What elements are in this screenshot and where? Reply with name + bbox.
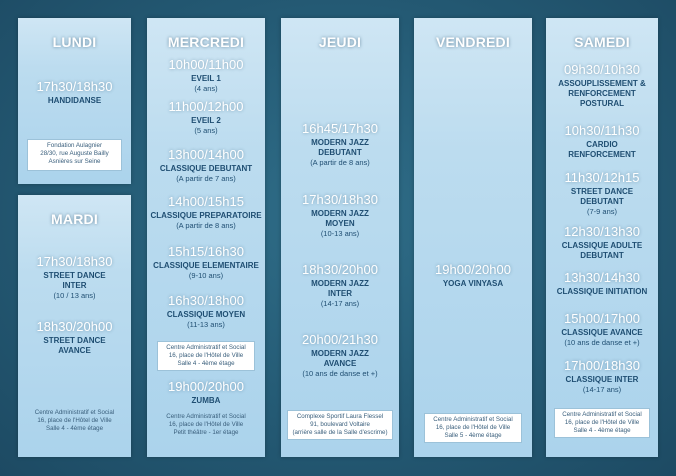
- slot-name: YOGA VINYASA: [442, 279, 504, 288]
- slot-name: HANDIDANSE: [47, 96, 102, 105]
- slot-mercredi-7: [147, 380, 265, 406]
- slot-name: CLASSIQUE DEBUTANT: [159, 164, 253, 173]
- slot-name-line: DEBUTANT: [580, 197, 624, 206]
- slot-detail: (7-9 ans): [586, 207, 617, 216]
- slot-jeudi-2: [281, 193, 399, 239]
- address-box-vendredi: [424, 413, 522, 443]
- slot-jeudi-1: [281, 122, 399, 168]
- slot-name-line: DEBUTANT: [318, 148, 362, 157]
- slot-samedi-2: [546, 124, 658, 160]
- slot-lundi-1: [18, 80, 131, 106]
- address-line: 16, place de l'Hôtel de Ville: [564, 419, 640, 426]
- slot-time: 19h00/20h00: [435, 262, 511, 277]
- address-line: 91, boulevard Voltaire: [310, 421, 370, 428]
- slot-name: CLASSIQUE AVANCE: [561, 328, 643, 337]
- slot-time: 15h00/17h00: [564, 311, 640, 326]
- slot-time: 17h30/18h30: [302, 192, 378, 207]
- slot-name-line: MOYEN: [325, 219, 355, 228]
- slot-detail: (10 / 13 ans): [53, 291, 96, 300]
- slot-mercredi-1: [147, 58, 265, 94]
- slot-name: [546, 79, 658, 109]
- slot-name: [281, 349, 399, 369]
- column-lundi: [18, 18, 131, 184]
- address-line: Centre Administratif et Social: [166, 413, 246, 420]
- address-line: Centre Administratif et Social: [562, 411, 642, 418]
- slot-name: [18, 336, 131, 356]
- address-line: 16, place de l'Hôtel de Ville: [37, 417, 112, 424]
- address-line: Salle 4 - 4ème étage: [45, 425, 104, 432]
- slot-time: 09h30/10h30: [564, 62, 640, 77]
- slot-time: 11h00/12h00: [168, 99, 244, 114]
- slot-jeudi-3: [281, 263, 399, 309]
- slot-name: CLASSIQUE INITIATION: [556, 287, 648, 296]
- slot-time: 13h30/14h30: [564, 270, 640, 285]
- address-line: 16, place de l'Hôtel de Ville: [168, 352, 244, 359]
- slot-samedi-7: [546, 359, 658, 395]
- slot-vendredi-1: [414, 263, 532, 289]
- address-box-mercredi-2: [150, 411, 262, 441]
- slot-time: 16h45/17h30: [302, 121, 378, 136]
- address-line: Fondation Aulagnier: [46, 142, 103, 149]
- day-title-vendredi: VENDREDI: [436, 34, 510, 50]
- address-box-mardi: [20, 407, 129, 439]
- slot-samedi-4: [546, 225, 658, 261]
- slot-mercredi-5: [147, 245, 265, 281]
- slot-detail: (5 ans): [194, 126, 218, 135]
- day-title-jeudi: JEUDI: [318, 34, 362, 50]
- slot-jeudi-4: [281, 333, 399, 379]
- slot-mercredi-4: [147, 195, 265, 231]
- slot-detail: (9-10 ans): [188, 271, 224, 280]
- address-line: Centre Administratif et Social: [34, 409, 115, 416]
- column-vendredi: [414, 18, 532, 457]
- slot-name-line: STREET DANCE: [43, 336, 106, 345]
- address-line: Salle 5 - 4ème étage: [444, 432, 502, 439]
- slot-name: EVEIL 1: [191, 74, 221, 83]
- slot-time: 20h00/21h30: [302, 332, 378, 347]
- slot-detail: (A partir de 8 ans): [310, 158, 370, 167]
- slot-name-line: CLASSIQUE ADULTE: [561, 241, 643, 250]
- address-box-jeudi: [287, 410, 393, 440]
- slot-name: CLASSIQUE PREPARATOIRE: [150, 211, 262, 220]
- slot-name-line: MODERN JAZZ: [311, 138, 369, 147]
- slot-detail: (10-13 ans): [320, 229, 360, 238]
- day-title-mardi: MARDI: [51, 211, 98, 227]
- slot-name: EVEIL 2: [191, 116, 221, 125]
- slot-time: 19h00/20h00: [168, 379, 244, 394]
- slot-name-line: INTER: [62, 281, 87, 290]
- slot-samedi-6: [546, 312, 658, 348]
- slot-name-line: RENFORCEMENT: [568, 89, 636, 98]
- slot-name: CLASSIQUE MOYEN: [166, 310, 246, 319]
- slot-name-line: RENFORCEMENT: [568, 150, 636, 159]
- slot-detail: (A partir de 7 ans): [176, 174, 236, 183]
- address-line: Complexe Sportif Laura Flessel: [296, 413, 384, 420]
- slot-time: 10h00/11h00: [168, 57, 244, 72]
- slot-detail: (11-13 ans): [187, 320, 225, 329]
- slot-name: ZUMBA: [191, 396, 221, 405]
- slot-samedi-1: [546, 63, 658, 109]
- address-line: Centre Administratif et Social: [433, 416, 513, 423]
- slot-detail: (10 ans de danse et +): [564, 338, 640, 347]
- address-line: Centre Administratif et Social: [166, 344, 246, 351]
- slot-detail: (14-17 ans): [320, 299, 360, 308]
- address-line: 16, place de l'Hôtel de Ville: [168, 421, 244, 428]
- slot-name: CLASSIQUE INTER: [565, 375, 639, 384]
- address-box-samedi: [554, 408, 650, 438]
- column-samedi: [546, 18, 658, 457]
- address-line: 28/30, rue Auguste Bailly: [40, 150, 109, 157]
- address-box-lundi: [27, 139, 122, 171]
- slot-name-line: AVANCE: [58, 346, 91, 355]
- slot-name-line: CARDIO: [586, 140, 618, 149]
- slot-time: 16h30/18h00: [168, 293, 244, 308]
- slot-name-line: INTER: [328, 289, 352, 298]
- slot-name-line: DEBUTANT: [580, 251, 624, 260]
- column-jeudi: [281, 18, 399, 457]
- slot-time: 17h30/18h30: [36, 254, 113, 269]
- address-box-mercredi-1: [157, 341, 255, 371]
- slot-mercredi-3: [147, 148, 265, 184]
- slot-name-line: ASSOUPLISSEMENT &: [558, 79, 646, 88]
- day-title-lundi: LUNDI: [52, 34, 97, 50]
- slot-samedi-3: [546, 171, 658, 217]
- slot-name-line: POSTURAL: [580, 99, 624, 108]
- slot-time: 10h30/11h30: [564, 123, 640, 138]
- slot-name-line: STREET DANCE: [43, 271, 106, 280]
- address-line: Asnières sur Seine: [48, 158, 101, 165]
- day-title-mercredi: MERCREDI: [167, 34, 245, 50]
- slot-time: 18h30/20h00: [302, 262, 378, 277]
- slot-detail: (A partir de 8 ans): [176, 221, 236, 230]
- slot-name-line: MODERN JAZZ: [311, 349, 369, 358]
- slot-time: 17h00/18h30: [564, 358, 640, 373]
- slot-name: [281, 138, 399, 158]
- slot-name: [546, 140, 658, 160]
- slot-time: 14h00/15h15: [168, 194, 244, 209]
- slot-mardi-2: [18, 320, 131, 356]
- slot-name-line: MODERN JAZZ: [311, 209, 369, 218]
- address-line: (arrière salle de la Salle d'escrime): [292, 429, 388, 436]
- address-line: Salle 4 - 4ème étage: [177, 360, 235, 367]
- address-line: Salle 4 - 4ème étage: [573, 427, 631, 434]
- slot-time: 12h30/13h30: [564, 224, 640, 239]
- slot-name: CLASSIQUE ELEMENTAIRE: [153, 261, 259, 270]
- slot-detail: (14-17 ans): [582, 385, 622, 394]
- address-line: 16, place de l'Hôtel de Ville: [435, 424, 511, 431]
- column-mercredi: [147, 18, 265, 457]
- slot-samedi-5: [546, 271, 658, 297]
- slot-mercredi-6: [147, 294, 265, 330]
- slot-name: [18, 271, 131, 291]
- slot-name: [281, 279, 399, 299]
- slot-time: 15h15/16h30: [168, 244, 244, 259]
- day-title-samedi: SAMEDI: [574, 34, 630, 50]
- slot-name-line: STREET DANCE: [570, 187, 634, 196]
- slot-name: [546, 241, 658, 261]
- slot-name-line: AVANCE: [323, 359, 357, 368]
- slot-time: 13h00/14h00: [168, 147, 244, 162]
- slot-time: 17h30/18h30: [36, 79, 113, 94]
- slot-time: 18h30/20h00: [36, 319, 113, 334]
- slot-mardi-1: [18, 255, 131, 301]
- slot-detail: (10 ans de danse et +): [302, 369, 378, 378]
- slot-name: [546, 187, 658, 207]
- slot-detail: (4 ans): [194, 84, 218, 93]
- column-mardi: [18, 195, 131, 457]
- slot-time: 11h30/12h15: [564, 170, 640, 185]
- slot-name: [281, 209, 399, 229]
- slot-name-line: MODERN JAZZ: [311, 279, 369, 288]
- slot-mercredi-2: [147, 100, 265, 136]
- address-line: Petit théâtre - 1er étage: [173, 429, 239, 436]
